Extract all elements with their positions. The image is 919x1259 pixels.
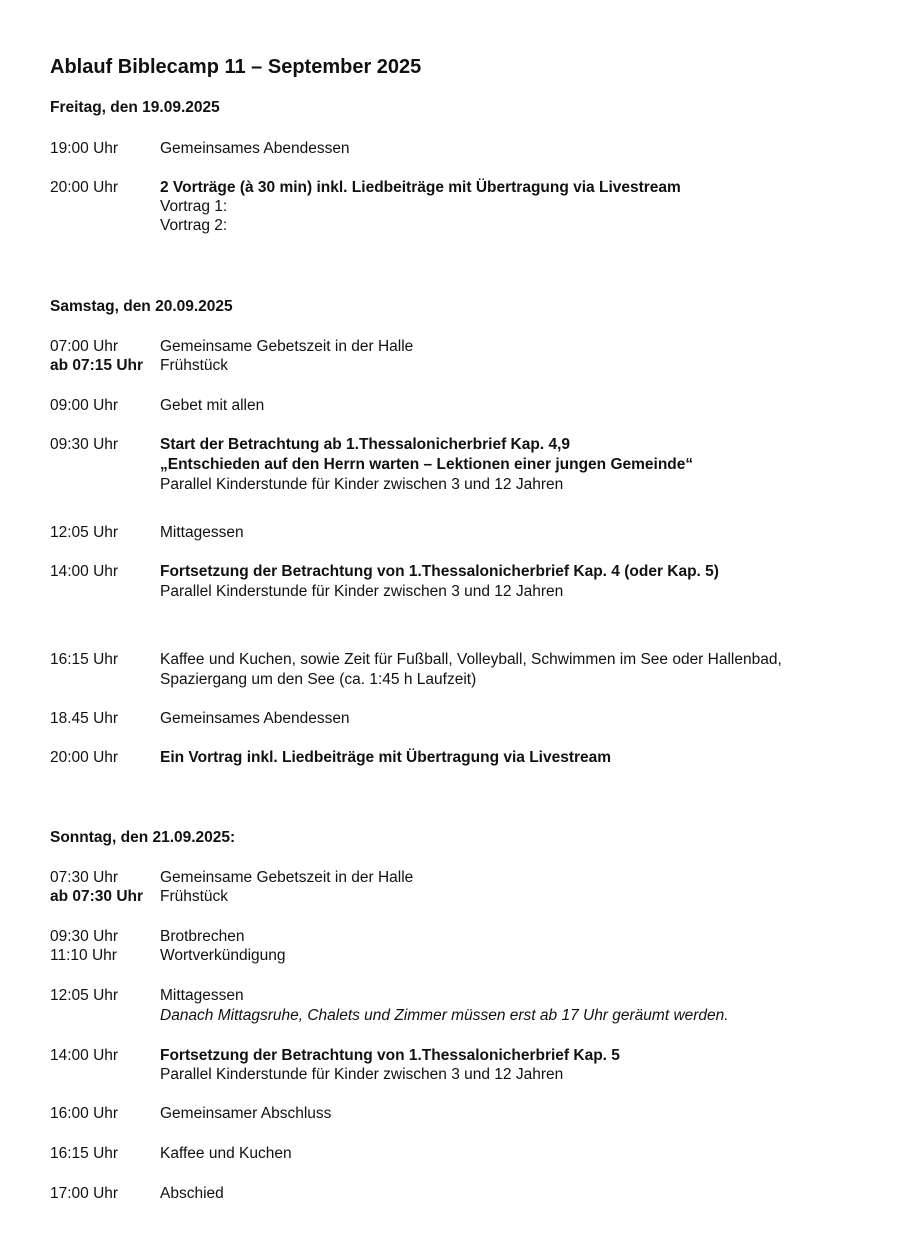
entry-text: Gemeinsames Abendessen [160,140,350,157]
entry-text: Gemeinsames Abendessen [160,710,350,727]
entry-text: Wortverkündigung [160,947,286,964]
entry-text: Mittagessen [160,524,244,541]
entry-text: 2 Vorträge (à 30 min) inkl. Liedbeiträge mit Übertragung via Livestream [160,179,681,196]
entry-time: 18.45 Uhr [50,710,119,727]
entry-text: Vortrag 2: [160,217,228,234]
entry-text: Gemeinsamer Abschluss [160,1105,332,1122]
entry-time: 19:00 Uhr [50,140,119,157]
day-heading-sunday: Sonntag, den 21.09.2025: [50,829,236,846]
entry-text: Gebet mit allen [160,397,265,414]
entry-time: ab 07:15 Uhr [50,357,144,374]
entry-time: 07:30 Uhr [50,869,119,886]
day-heading-saturday: Samstag, den 20.09.2025 [50,298,233,315]
entry-text: Brotbrechen [160,928,245,945]
entry-text: Vortrag 1: [160,198,228,215]
entry-text: Parallel Kinderstunde für Kinder zwischen 3 und 12 Jahren [160,476,564,493]
entry-time: 07:00 Uhr [50,338,119,355]
entry-text: Kaffee und Kuchen [160,1145,292,1162]
entry-text: Gemeinsame Gebetszeit in der Halle [160,869,414,886]
entry-text: Start der Betrachtung ab 1.Thessalonicherbrief Kap. 4,9 [160,436,571,453]
entry-time: 17:00 Uhr [50,1185,119,1202]
entry-time: 20:00 Uhr [50,179,119,196]
entry-time: 16:00 Uhr [50,1105,119,1122]
entry-text: Fortsetzung der Betrachtung von 1.Thessalonicherbrief Kap. 4 (oder Kap. 5) [160,563,719,580]
entry-text: „Entschieden auf den Herrn warten – Lektionen einer jungen Gemeinde“ [160,456,694,473]
entry-text: Parallel Kinderstunde für Kinder zwischen 3 und 12 Jahren [160,1066,564,1083]
entry-text: Fortsetzung der Betrachtung von 1.Thessalonicherbrief Kap. 5 [160,1047,620,1064]
entry-time: 09:30 Uhr [50,928,119,945]
entry-time: 12:05 Uhr [50,524,119,541]
entry-time: ab 07:30 Uhr [50,888,144,905]
entry-text: Frühstück [160,888,229,905]
entry-time: 09:00 Uhr [50,397,119,414]
entry-time: 09:30 Uhr [50,436,119,453]
entry-text: Mittagessen [160,987,244,1004]
entry-time: 14:00 Uhr [50,563,119,580]
entry-time: 12:05 Uhr [50,987,119,1004]
entry-text: Kaffee und Kuchen, sowie Zeit für Fußball, Volleyball, Schwimmen im See oder Hallenbad, [160,651,782,668]
entry-time: 14:00 Uhr [50,1047,119,1064]
entry-time: 11:10 Uhr [50,947,117,964]
document-title: Ablauf Biblecamp 11 – September 2025 [50,56,422,78]
day-heading-friday: Freitag, den 19.09.2025 [50,99,220,116]
entry-text: Spaziergang um den See (ca. 1:45 h Laufzeit) [160,671,477,688]
entry-time: 20:00 Uhr [50,749,119,766]
entry-note: Danach Mittagsruhe, Chalets und Zimmer müssen erst ab 17 Uhr geräumt werden. [160,1007,729,1024]
entry-text: Abschied [160,1185,224,1202]
entry-text: Gemeinsame Gebetszeit in der Halle [160,338,414,355]
entry-text: Parallel Kinderstunde für Kinder zwischen 3 und 12 Jahren [160,583,564,600]
entry-text: Ein Vortrag inkl. Liedbeiträge mit Übertragung via Livestream [160,749,612,766]
entry-time: 16:15 Uhr [50,1145,119,1162]
entry-text: Frühstück [160,357,229,374]
entry-time: 16:15 Uhr [50,651,119,668]
